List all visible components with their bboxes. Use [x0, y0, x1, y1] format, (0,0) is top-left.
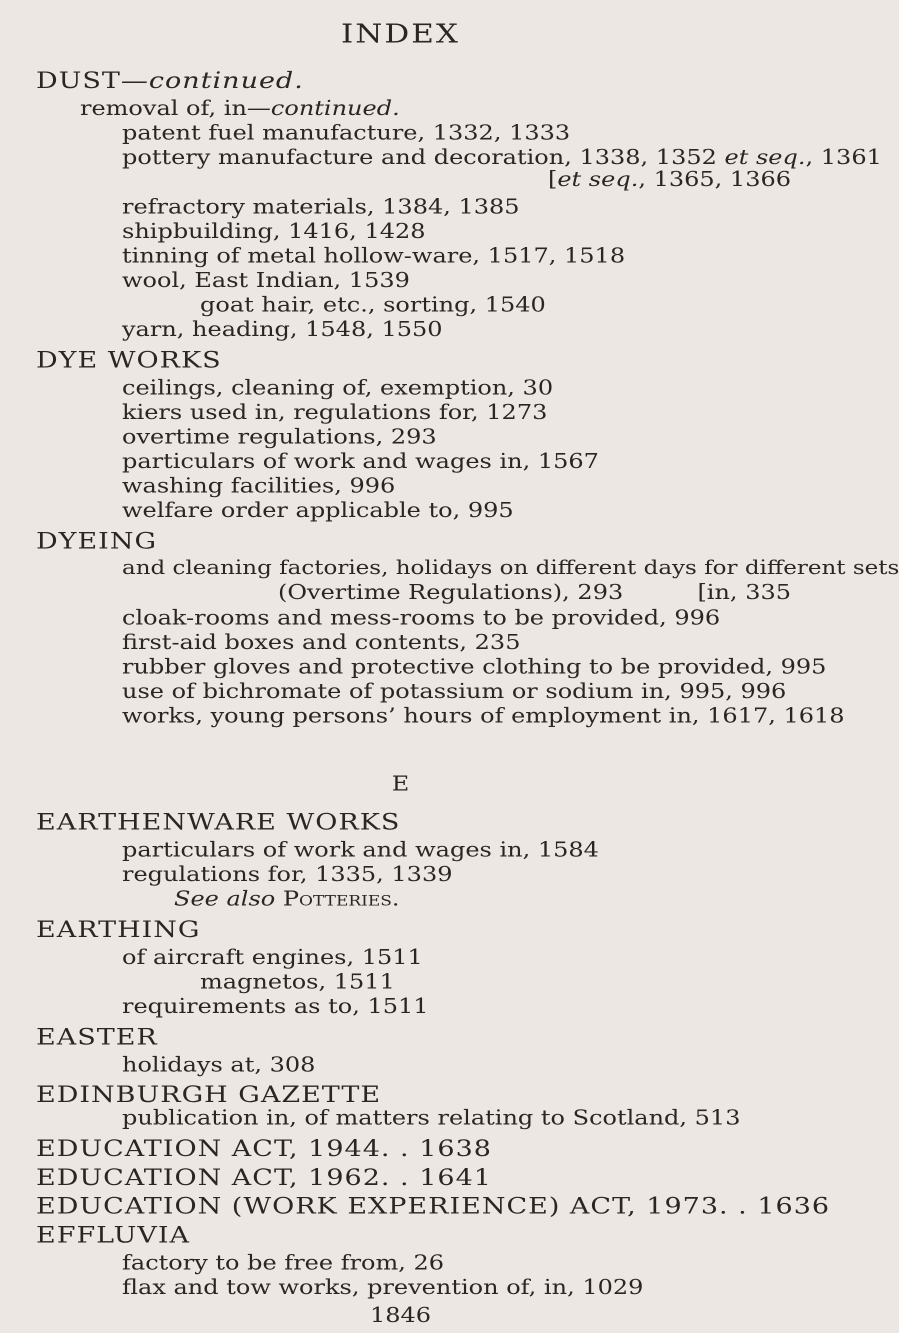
index-entry: first-aid boxes and contents, 235 — [122, 630, 521, 655]
entry-text: , 1365, 1366 — [638, 167, 791, 192]
index-entry: cloak-rooms and mess-rooms to be provided, 996 — [122, 605, 721, 630]
index-entry — [122, 145, 882, 170]
index-entry: wool, East Indian, 1539 — [122, 268, 410, 292]
index-entry: washing facilities, 996 — [122, 473, 396, 498]
index-entry: factory to be free from, 26 — [122, 1250, 445, 1275]
entry-italic: et seq. — [557, 167, 639, 192]
index-entry-continuation — [547, 167, 791, 192]
index-entry: particulars of work and wages in, 1567 — [122, 449, 599, 474]
index-entry: publication in, of matters relating to Scotland, 513 — [122, 1106, 741, 1130]
index-entry: welfare order applicable to, 995 — [122, 498, 514, 523]
index-heading-effluvia: EFFLUVIA — [36, 1222, 191, 1249]
index-entry: of aircraft engines, 1511 — [122, 945, 423, 970]
entry-text: , 1361 — [805, 145, 882, 170]
cross-reference-target: Potteries. — [282, 886, 400, 911]
index-entry: shipbuilding, 1416, 1428 — [122, 219, 426, 243]
index-entry: kiers used in, regulations for, 1273 — [122, 400, 548, 424]
page-title: INDEX — [341, 18, 460, 50]
continued-note: —continued. — [246, 96, 400, 121]
index-entry: use of bichromate of potassium or sodium in, 995, 996 — [122, 679, 787, 704]
index-heading-earthenware: EARTHENWARE WORKS — [36, 809, 401, 836]
entry-text: pottery manufacture and decoration, 1338, 1352 — [122, 145, 725, 170]
index-entry: overtime regulations, 293 — [122, 424, 437, 449]
index-heading-education-1944: EDUCATION ACT, 1944. . 1638 — [36, 1135, 492, 1162]
index-entry: goat hair, etc., sorting, 1540 — [200, 292, 546, 317]
cross-reference — [174, 886, 400, 911]
entry-text: [ — [547, 167, 558, 192]
subentry-text: removal of, in — [80, 96, 247, 121]
index-heading-education-1962: EDUCATION ACT, 1962. . 1641 — [36, 1164, 492, 1191]
index-entry: works, young persons’ hours of employment in, 1617, 1618 — [122, 704, 845, 728]
index-heading-easter: EASTER — [36, 1024, 158, 1051]
section-letter: E — [391, 771, 410, 796]
index-entry-continuation: (Overtime Regulations), 293 — [278, 580, 624, 605]
index-heading-dye-works: DYE WORKS — [36, 346, 222, 374]
entry-italic: et seq. — [724, 145, 806, 170]
index-heading-education-1973: EDUCATION (WORK EXPERIENCE) ACT, 1973. . 1636 — [36, 1193, 831, 1220]
index-entry: particulars of work and wages in, 1584 — [122, 837, 599, 862]
heading-text: DUST — [36, 67, 121, 94]
index-entry: rubber gloves and protective clothing to be provided, 995 — [122, 655, 827, 679]
continued-note: —continued. — [120, 67, 304, 94]
index-entry: tinning of metal hollow-ware, 1517, 1518 — [122, 243, 626, 268]
index-heading-edinburgh: EDINBURGH GAZETTE — [36, 1081, 382, 1108]
index-entry: flax and tow works, prevention of, in, 1029 — [122, 1275, 644, 1300]
index-entry-continuation: [in, 335 — [697, 580, 791, 605]
index-entry: yarn, heading, 1548, 1550 — [122, 317, 443, 342]
index-heading-dust — [36, 69, 304, 92]
index-entry: requirements as to, 1511 — [122, 994, 429, 1019]
index-entry: and cleaning factories, holidays on different days for different sets — [122, 556, 899, 579]
index-entry: regulations for, 1335, 1339 — [122, 862, 453, 887]
index-entry: ceilings, cleaning of, exemption, 30 — [122, 375, 554, 400]
index-entry: magnetos, 1511 — [200, 969, 395, 994]
index-entry: holidays at, 308 — [122, 1052, 316, 1077]
index-heading-dyeing: DYEING — [36, 528, 158, 555]
index-heading-earthing: EARTHING — [36, 916, 201, 943]
index-subentry — [80, 96, 400, 121]
see-also-label: See also — [174, 886, 276, 911]
index-entry: refractory materials, 1384, 1385 — [122, 194, 520, 219]
page-number: 1846 — [369, 1303, 432, 1327]
index-entry: patent fuel manufacture, 1332, 1333 — [122, 121, 571, 145]
